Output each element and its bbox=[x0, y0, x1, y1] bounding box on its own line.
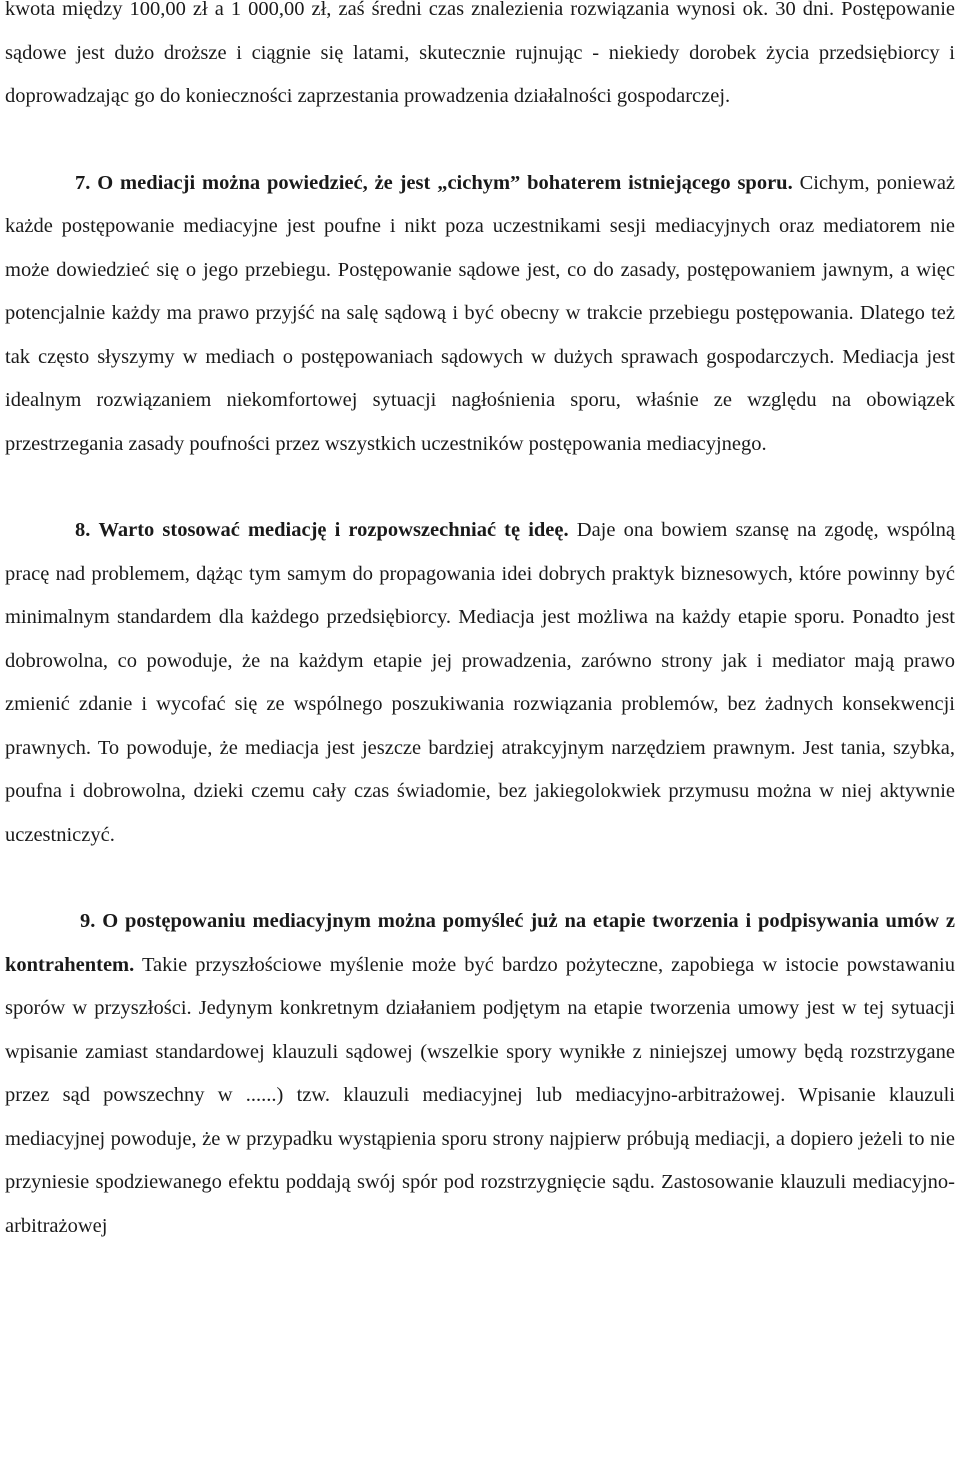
section-9-heading: O postępowaniu mediacyjnym można pomyśleć już na etapie tworzenia i podpisywania umów z kontrahentem. bbox=[5, 910, 955, 976]
intro-text: kwota między 100,00 zł a 1 000,00 zł, zaś średni czas znalezienia rozwiązania wynosi ok. 30 dni. Postępowanie sądowe jest dużo droższe i ciągnie się latami, skutecznie rujnując - niekiedy dorobek życia przedsiębiorcy i doprowadzając go do konieczności zaprzestania prowadzenia działalności gospodarczej. bbox=[5, 0, 955, 107]
section-7-body: Cichym, ponieważ każde postępowanie mediacyjne jest poufne i nikt poza uczestnikami sesji mediacyjnych oraz mediatorem nie może dowiedzieć się o jego przebiegu. Postępowanie sądowe jest, co do zasady, postępowaniem jawnym, a więc potencjalnie każdy ma prawo przyjść na salę sądową i być obecny w trakcie przebiegu postępowania. Dlatego też tak często słyszymy w mediach o postępowaniach sądowych w dużych sprawach gospodarczych. Mediacja jest idealnym rozwiązaniem niekomfortowej sytuacji nagłośnienia sporu, właśnie ze względu na obowiązek przestrzegania zasady poufności przez wszystkich uczestników postępowania mediacyjnego. bbox=[5, 171, 956, 455]
section-gap bbox=[5, 119, 955, 162]
section-gap bbox=[5, 857, 955, 900]
section-8 bbox=[5, 509, 955, 857]
section-9 bbox=[5, 900, 955, 1248]
intro-paragraph bbox=[5, 0, 955, 119]
document-page bbox=[5, 0, 955, 1248]
section-9-number: 9. bbox=[80, 910, 96, 932]
section-7-number: 7. bbox=[75, 171, 91, 194]
section-7-heading: O mediacji można powiedzieć, że jest „cichym” bohaterem istniejącego sporu. bbox=[97, 171, 793, 194]
section-7 bbox=[5, 162, 955, 467]
section-9-body: Takie przyszłościowe myślenie może być bardzo pożyteczne, zapobiega w istocie powstawaniu sporów w przyszłości. Jedynym konkretnym działaniem podjętym na etapie tworzenia umowy jest w tej sytuacji wpisanie zamiast standardowej klauzuli sądowej (wszelkie spory wynikłe z niniejszej umowy będą rozstrzygane przez sąd powszechny w ......) tzw. klauzuli mediacyjnej lub mediacyjno-arbitrażowej. Wpisanie klauzuli mediacyjnej powoduje, że w przypadku wystąpienia sporu strony najpierw próbują mediacji, a dopiero jeżeli to nie przyniesie spodziewanego efektu poddają swój spór pod rozstrzygnięcie sądu. Zastosowanie klauzuli mediacyjno-arbitrażowej bbox=[5, 953, 955, 1237]
section-8-body: Daje ona bowiem szansę na zgodę, wspólną pracę nad problemem, dążąc tym samym do propagowania idei dobrych praktyk biznesowych, które powinny być minimalnym standardem dla każdego przedsiębiorcy. Mediacja jest możliwa na każdy etapie sporu. Ponadto jest dobrowolna, co powoduje, że na każdym etapie jej prowadzenia, zarówno strony jak i mediator mają prawo zmienić zdanie i wycofać się ze wspólnego poszukiwania rozwiązania problemów, bez żadnych konsekwencji prawnych. To powoduje, że mediacja jest jeszcze bardziej atrakcyjnym narzędziem prawnym. Jest tania, szybka, poufna i dobrowolna, dzieki czemu cały czas świadomie, bez jakiegolokwiek przymusu można w niej aktywnie uczestniczyć. bbox=[5, 519, 956, 846]
section-gap bbox=[5, 466, 955, 509]
section-8-heading: Warto stosować mediację i rozpowszechniać tę ideę. bbox=[98, 519, 569, 541]
section-8-number: 8. bbox=[75, 519, 91, 541]
